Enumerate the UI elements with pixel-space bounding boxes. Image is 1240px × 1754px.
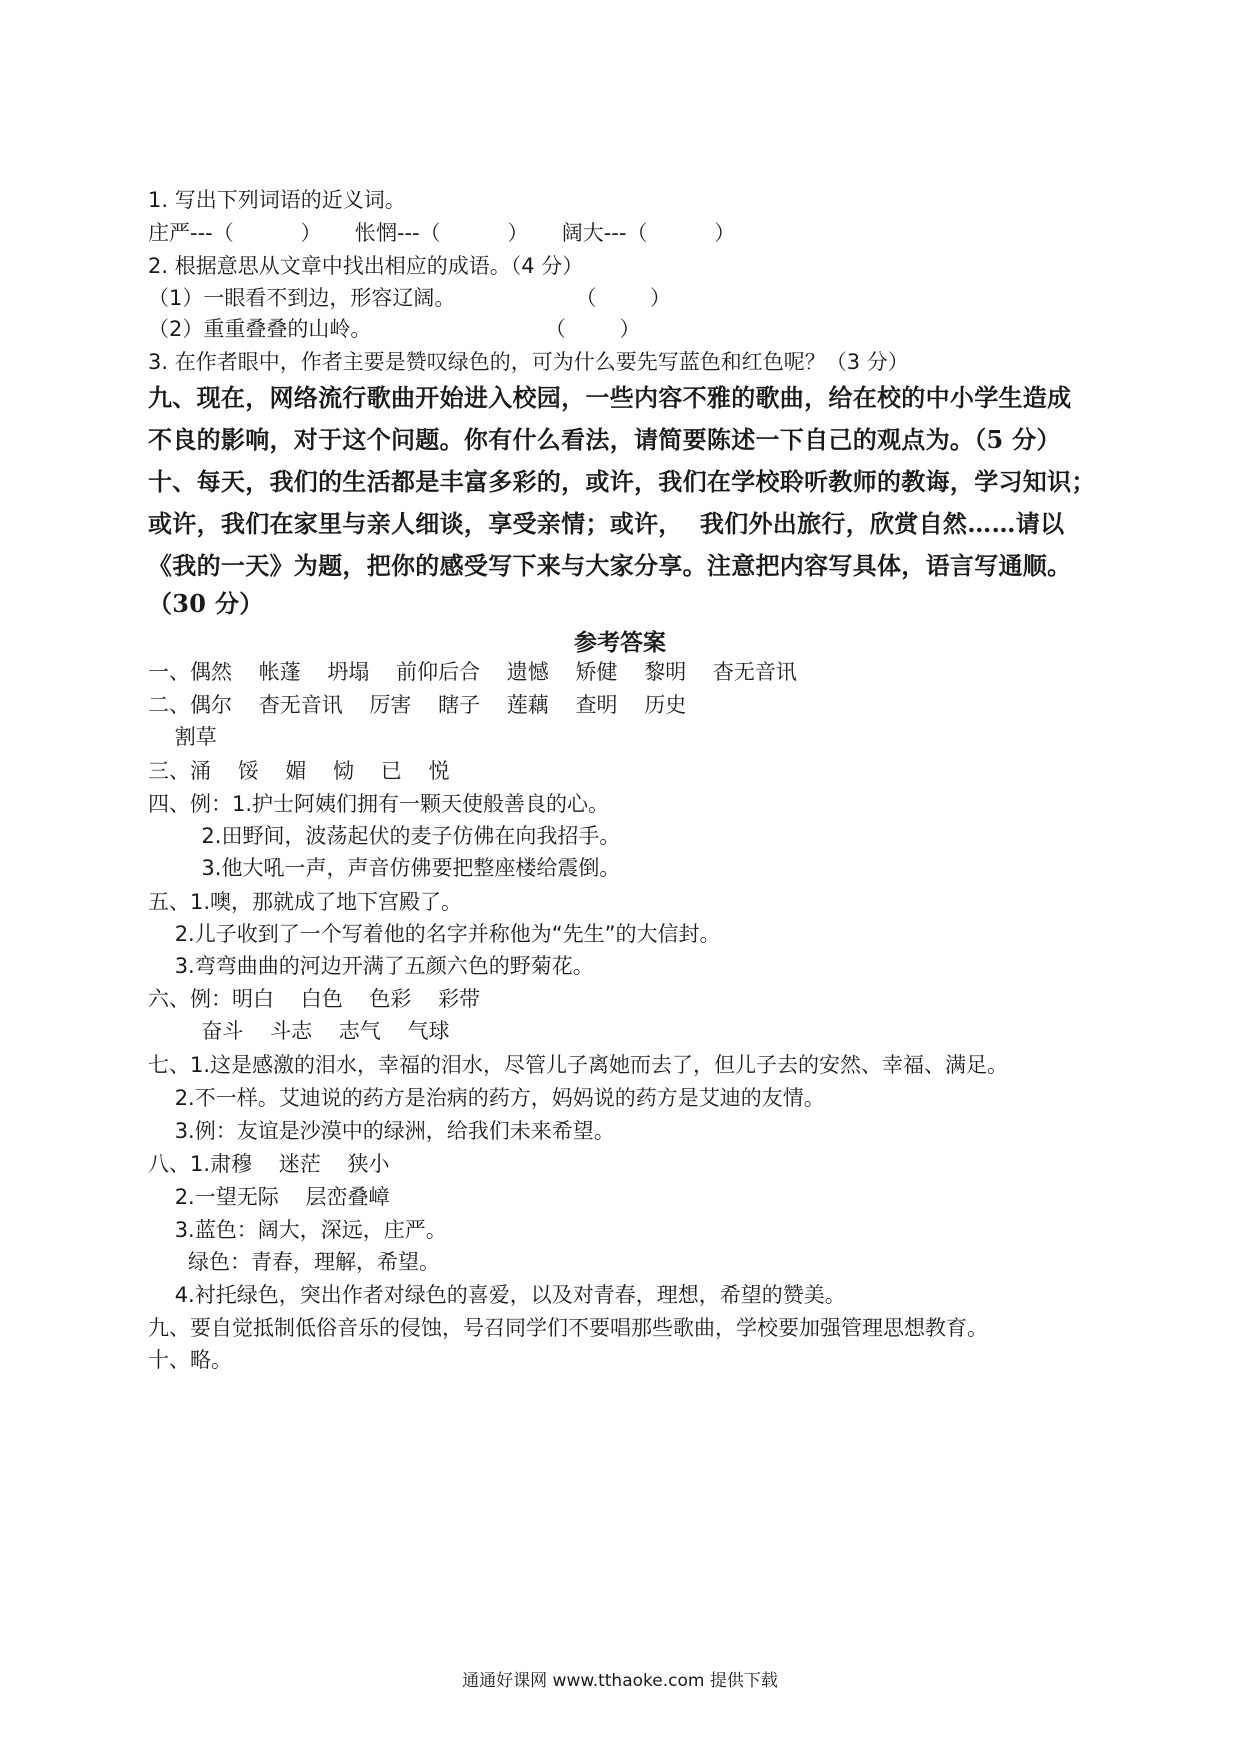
question-8-3: 3. 在作者眼中，作者主要是赞叹绿色的，可为什么要先写蓝色和红色呢？（3 分） (148, 350, 909, 374)
answer-7: 七、1.这是感激的泪水，幸福的泪水，尽管儿子离她而去了，但儿子去的安然、幸福、满足。 (148, 1053, 1009, 1077)
question-10-line-3: 《我的一天》为题，把你的感受写下来与大家分享。注意把内容写具体，语言写通顺。 (148, 551, 1072, 580)
answer-7-item-3: 3.例：友谊是沙漠中的绿洲，给我们未来希望。 (148, 1119, 615, 1143)
question-9-line-2: 不良的影响，对于这个问题。你有什么看法，请简要陈述一下自己的观点为。（5 分） (148, 425, 1061, 454)
answer-4-item-2: 2.田野间，波荡起伏的麦子仿佛在向我招手。 (148, 824, 621, 848)
question-10-line-4: （30 分） (148, 589, 264, 618)
question-8-2-title: 2. 根据意思从文章中找出相应的成语。（4 分） (148, 254, 584, 278)
question-10-line-2: 或许，我们在家里与亲人细谈，享受亲情；或许， 我们外出旅行，欣赏自然……请以 (148, 509, 1065, 538)
answer-10: 十、略。 (148, 1348, 232, 1372)
answer-8-item-2: 2.一望无际 层峦叠嶂 (148, 1185, 390, 1209)
answer-3: 三、涌 馁 媚 恸 已 悦 (148, 759, 450, 783)
question-8-1-blanks: 庄严---（ ） 怅惘---（ ） 阔大---（ ） (148, 221, 736, 245)
question-8-1-title: 1. 写出下列词语的近义词。 (148, 188, 406, 212)
answer-7-item-2: 2.不一样。艾迪说的药方是治病的药方，妈妈说的药方是艾迪的友情。 (148, 1086, 825, 1110)
question-10-line-1: 十、每天，我们的生活都是丰富多彩的，或许，我们在学校聆听教师的教诲，学习知识； (148, 467, 1096, 496)
question-9-line-1: 九、现在，网络流行歌曲开始进入校园，一些内容不雅的歌曲，给在校的中小学生造成 (148, 383, 1072, 412)
answer-6: 六、例：明白 白色 色彩 彩带 (148, 987, 481, 1011)
answer-8: 八、1.肃穆 迷茫 狭小 (148, 1152, 390, 1176)
answer-5-item-3: 3.弯弯曲曲的河边开满了五颜六色的野菊花。 (148, 954, 594, 978)
answer-key-heading: 参考答案 (574, 629, 666, 656)
answer-2: 二、偶尔 杳无音讯 厉害 瞎子 莲藕 查明 历史 (148, 693, 687, 717)
answer-1: 一、偶然 帐蓬 坍塌 前仰后合 遗憾 矫健 黎明 杳无音讯 (148, 660, 797, 684)
answer-2-cont: 割草 (148, 725, 217, 749)
answer-5: 五、1.噢，那就成了地下宫殿了。 (148, 890, 463, 914)
page-footer: 通通好课网 www.tthaoke.com 提供下载 (462, 1671, 778, 1691)
question-8-2-item-2: （2）重重叠叠的山岭。 （ ） (148, 317, 641, 341)
answer-8-item-4: 4.衬托绿色，突出作者对绿色的喜爱，以及对青春，理想，希望的赞美。 (148, 1283, 846, 1307)
answer-5-item-2: 2.儿子收到了一个写着他的名字并称他为“先生”的大信封。 (148, 922, 721, 946)
question-8-2-item-1: （1）一眼看不到边，形容辽阔。 （ ） (148, 286, 671, 310)
answer-9: 九、要自觉抵制低俗音乐的侵蚀，号召同学们不要唱那些歌曲，学校要加强管理思想教育。 (148, 1316, 988, 1340)
answer-6-row-2: 奋斗 斗志 志气 气球 (148, 1019, 450, 1043)
answer-8-item-3-cont: 绿色：青春，理解，希望。 (148, 1250, 441, 1274)
answer-4-item-3: 3.他大吼一声，声音仿佛要把整座楼给震倒。 (148, 856, 621, 880)
answer-4: 四、例：1.护士阿姨们拥有一颗天使般善良的心。 (148, 792, 610, 816)
answer-8-item-3: 3.蓝色：阔大，深远，庄严。 (148, 1218, 447, 1242)
